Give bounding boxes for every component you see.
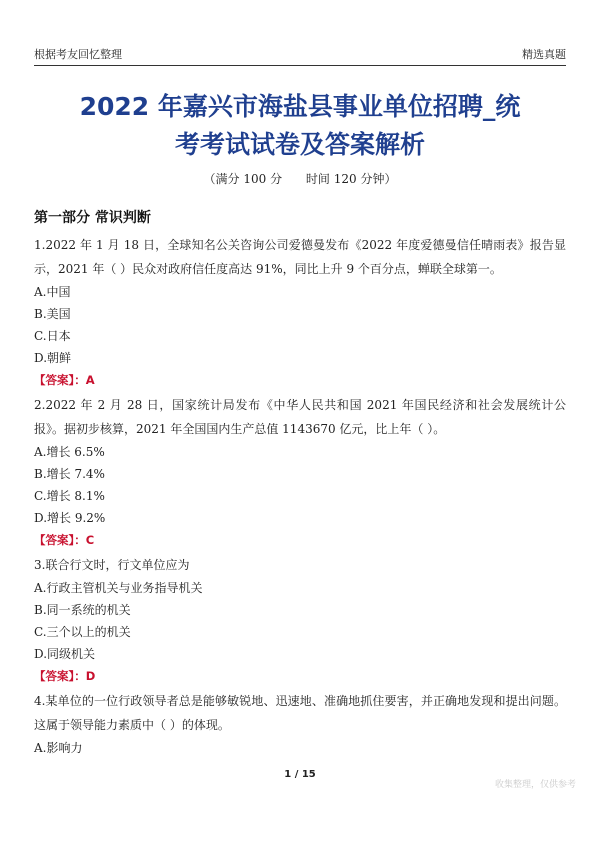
- question-block: [34, 233, 566, 391]
- option: C.日本: [34, 329, 71, 343]
- option: C.三个以上的机关: [34, 625, 131, 639]
- question-list: [34, 233, 566, 759]
- option: B.美国: [34, 307, 71, 321]
- option: B.同一系统的机关: [34, 603, 131, 617]
- header-left-text: 根据考友回忆整理: [34, 48, 122, 61]
- watermark-text: 收集整理，仅供参考: [494, 780, 576, 790]
- answer-label: 【答案】：D: [34, 669, 96, 683]
- option: A.行政主管机关与业务指导机关: [34, 581, 203, 595]
- section-heading: 第一部分 常识判断: [34, 210, 151, 226]
- option: D.朝鲜: [34, 351, 72, 365]
- document-title: [30, 88, 570, 164]
- option: D.增长 9.2%: [34, 511, 106, 525]
- answer-label: 【答案】：A: [34, 373, 95, 387]
- question-block: [34, 553, 566, 687]
- header-right-text: 精选真题: [522, 48, 566, 61]
- question-text: 4.某单位的一位行政领导者总是能够敏锐地、迅速地、准确地抓住要害，并正确地发现和提出问题。这属于领导能力素质中（ ）的体现。: [34, 694, 566, 732]
- time-info: 时间 120 分钟）: [305, 172, 397, 186]
- option: A.中国: [34, 285, 71, 299]
- page-number: 1 / 15: [284, 769, 316, 780]
- option: C.增长 8.1%: [34, 489, 105, 503]
- question-block: [34, 689, 566, 759]
- answer-label: 【答案】：C: [34, 533, 95, 547]
- question-text: 1.2022 年 1 月 18 日，全球知名公关咨询公司爱德曼发布《2022 年度爱德曼信任晴雨表》报告显示，2021 年（ ）民众对政府信任度高达 91%，同比上升 9 个百分点，蝉联全球第一。: [34, 238, 566, 276]
- option: A.增长 6.5%: [34, 445, 105, 459]
- question-text: 2.2022 年 2 月 28 日，国家统计局发布《中华人民共和国 2021 年国民经济和社会发展统计公报》。据初步核算，2021 年全国国内生产总值 1143670 亿元，比上年（ ）。: [34, 398, 566, 436]
- question-block: [34, 393, 566, 551]
- exam-subtitle: [0, 170, 600, 187]
- question-text: 3.联合行文时，行文单位应为: [34, 558, 190, 572]
- page-header: [34, 40, 566, 66]
- option: A.影响力: [34, 741, 83, 755]
- score-info: （满分 100 分: [203, 172, 283, 186]
- title-line-1: 2022 年嘉兴市海盐县事业单位招聘_统: [79, 92, 521, 121]
- option: B.增长 7.4%: [34, 467, 105, 481]
- option: D.同级机关: [34, 647, 96, 661]
- title-line-2: 考考试试卷及答案解析: [174, 130, 425, 159]
